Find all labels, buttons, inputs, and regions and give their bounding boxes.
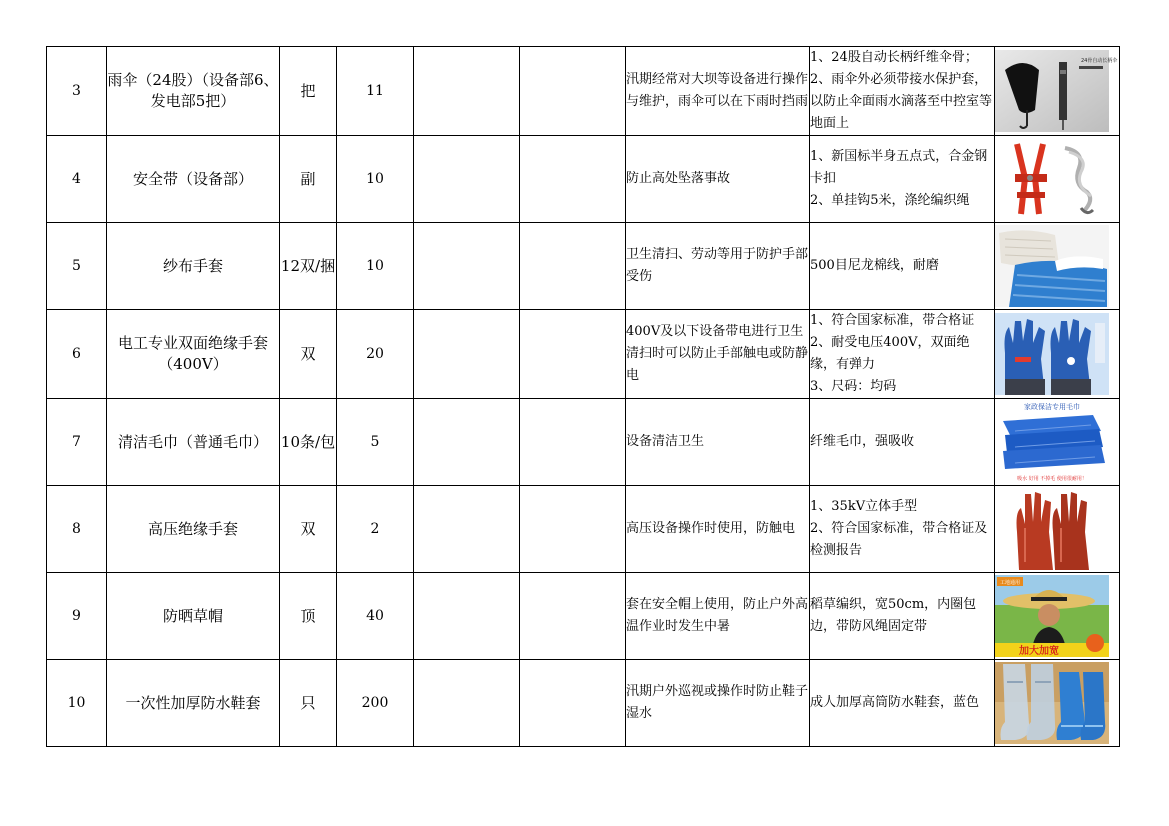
item-quantity: 2: [337, 486, 414, 573]
spec-line: 2、雨伞外必须带接水保护套，以防止伞面雨水滴落至中控室等地面上: [810, 72, 993, 131]
empty-cell: [414, 486, 520, 573]
item-spec: [810, 486, 995, 573]
cotton-gloves-photo: [995, 225, 1109, 307]
item-spec: [810, 47, 995, 136]
item-quantity: 5: [337, 399, 414, 486]
empty-cell: [520, 399, 626, 486]
item-spec: [810, 223, 995, 310]
item-usage: 套在安全帽上使用，防止户外高温作业时发生中暑: [626, 573, 810, 660]
item-spec: [810, 136, 995, 223]
item-name: 安全带（设备部）: [107, 136, 280, 223]
empty-cell: [520, 223, 626, 310]
empty-cell: [520, 573, 626, 660]
empty-cell: [414, 310, 520, 399]
item-spec: [810, 399, 995, 486]
table-row: [47, 486, 1120, 573]
umbrella-caption: 24骨自动长柄伞: [1081, 58, 1118, 64]
item-quantity: 10: [337, 136, 414, 223]
umbrella-photo: [995, 50, 1118, 132]
straw-hat-photo: [995, 575, 1109, 657]
item-usage: 高压设备操作时使用，防触电: [626, 486, 810, 573]
empty-cell: [520, 660, 626, 747]
spec-line: 稻草编织，宽50cm，内圈包边，带防风绳固定带: [810, 597, 977, 634]
item-number: 3: [47, 47, 107, 136]
item-number: 6: [47, 310, 107, 399]
item-name: 一次性加厚防水鞋套: [107, 660, 280, 747]
item-quantity: 11: [337, 47, 414, 136]
item-unit: 双: [280, 310, 337, 399]
item-unit: 把: [280, 47, 337, 136]
empty-cell: [520, 486, 626, 573]
spec-line: 2、耐受电压400V，双面绝缘，有弹力: [810, 335, 970, 372]
table-row: [47, 660, 1120, 747]
item-name: 雨伞（24股）（设备部6、发电部5把）: [107, 47, 280, 136]
item-quantity: 10: [337, 223, 414, 310]
spec-line: 2、符合国家标准，带合格证及检测报告: [810, 521, 988, 558]
item-usage: 汛期经常对大坝等设备进行操作与维护，雨伞可以在下雨时挡雨: [626, 47, 810, 136]
materials-table: [46, 46, 1120, 747]
empty-cell: [414, 399, 520, 486]
table-row: [47, 310, 1120, 399]
item-spec: [810, 310, 995, 399]
item-number: 10: [47, 660, 107, 747]
item-usage: 设备清洁卫生: [626, 399, 810, 486]
empty-cell: [414, 136, 520, 223]
insulating-gloves-photo: [995, 313, 1109, 395]
item-unit: 只: [280, 660, 337, 747]
item-name: 纱布手套: [107, 223, 280, 310]
item-unit: 顶: [280, 573, 337, 660]
item-name: 电工专业双面绝缘手套（400V）: [107, 310, 280, 399]
item-usage: 汛期户外巡视或操作时防止鞋子湿水: [626, 660, 810, 747]
hat-banner: 加大加宽: [1019, 646, 1059, 657]
spec-line: 3、尺码：均码: [810, 379, 897, 394]
item-spec: [810, 573, 995, 660]
item-unit: 10条/包: [280, 399, 337, 486]
item-name: 清洁毛巾（普通毛巾）: [107, 399, 280, 486]
spec-line: 1、符合国家标准，带合格证: [810, 313, 975, 328]
item-number: 5: [47, 223, 107, 310]
empty-cell: [520, 136, 626, 223]
spec-line: 1、35kV立体手型: [810, 499, 918, 514]
item-number: 9: [47, 573, 107, 660]
item-quantity: 20: [337, 310, 414, 399]
safety-harness-photo: [995, 138, 1109, 220]
cleaning-towel-photo: [995, 401, 1109, 483]
empty-cell: [520, 47, 626, 136]
item-quantity: 200: [337, 660, 414, 747]
empty-cell: [520, 310, 626, 399]
item-quantity: 40: [337, 573, 414, 660]
spec-line: 纤维毛巾，强吸收: [810, 434, 915, 449]
shoe-covers-photo: [995, 662, 1109, 744]
item-number: 8: [47, 486, 107, 573]
table-row: [47, 399, 1120, 486]
towel-footer: 吸水 好用 不掉毛 使用很耐用！: [1017, 476, 1087, 482]
item-usage: 卫生清扫、劳动等用于防护手部受伤: [626, 223, 810, 310]
towel-caption: 家政保洁专用毛巾: [1024, 403, 1080, 411]
spec-line: 2、单挂钩5米，涤纶编织绳: [810, 193, 970, 208]
item-unit: 12双/捆: [280, 223, 337, 310]
empty-cell: [414, 47, 520, 136]
item-usage: 400V及以下设备带电进行卫生清扫时可以防止手部触电或防静电: [626, 310, 810, 399]
item-number: 7: [47, 399, 107, 486]
item-number: 4: [47, 136, 107, 223]
table-row: [47, 47, 1120, 136]
spec-line: 1、新国标半身五点式，合金钢卡扣: [810, 149, 988, 186]
item-name: 防晒草帽: [107, 573, 280, 660]
empty-cell: [414, 660, 520, 747]
empty-cell: [414, 223, 520, 310]
spec-line: 500目尼龙棉线，耐磨: [810, 258, 939, 273]
spec-line: 成人加厚高筒防水鞋套，蓝色: [810, 695, 980, 710]
item-unit: 双: [280, 486, 337, 573]
item-usage: 防止高处坠落事故: [626, 136, 810, 223]
hat-caption: 工地通用: [999, 580, 1021, 586]
table-row: [47, 223, 1120, 310]
spec-line: 1、24股自动长柄纤维伞骨；: [810, 50, 978, 65]
high-voltage-gloves-photo: [995, 488, 1109, 570]
item-name: 高压绝缘手套: [107, 486, 280, 573]
table-row: [47, 136, 1120, 223]
item-spec: [810, 660, 995, 747]
empty-cell: [414, 573, 520, 660]
table-row: [47, 573, 1120, 660]
item-unit: 副: [280, 136, 337, 223]
